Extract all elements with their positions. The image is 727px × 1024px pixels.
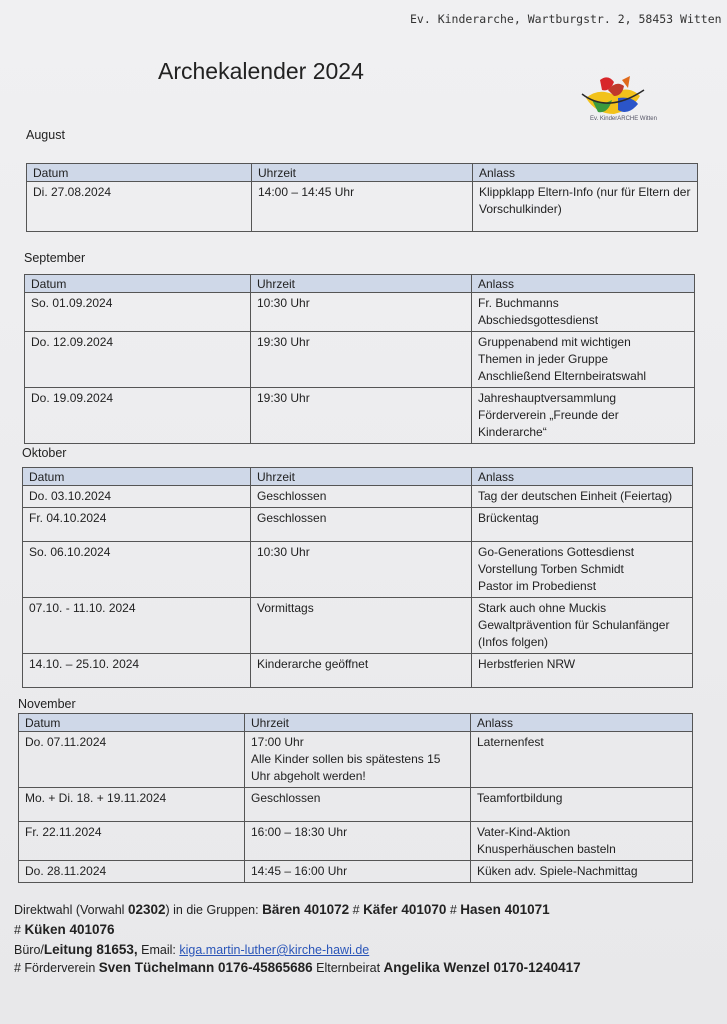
cell-uhrzeit: Geschlossen <box>251 486 472 508</box>
column-header-anlass: Anlass <box>473 164 698 182</box>
column-header-anlass: Anlass <box>472 468 693 486</box>
logo-caption: Ev. KinderARCHE Witten <box>590 116 657 122</box>
cell-uhrzeit: Geschlossen <box>251 508 472 542</box>
month-label: September <box>24 251 86 265</box>
cell-anlass: Vater-Kind-Aktion Knusperhäuschen basteln <box>471 822 693 861</box>
cell-datum: 07.10. - 11.10. 2024 <box>23 598 251 654</box>
cell-uhrzeit: Vormittags <box>251 598 472 654</box>
table-row <box>25 388 695 444</box>
column-header-datum: Datum <box>19 714 245 732</box>
cell-datum: Do. 07.11.2024 <box>19 732 245 788</box>
cell-uhrzeit: 14:00 – 14:45 Uhr <box>252 182 473 232</box>
cell-uhrzeit: Kinderarche geöffnet <box>251 654 472 688</box>
table-row <box>25 293 695 332</box>
cell-anlass: Teamfortbildung <box>471 788 693 822</box>
cell-datum: So. 06.10.2024 <box>23 542 251 598</box>
calendar-table <box>24 274 695 444</box>
cell-uhrzeit: 16:00 – 18:30 Uhr <box>245 822 471 861</box>
cell-anlass: Herbstferien NRW <box>472 654 693 688</box>
footer-separator: # <box>349 903 364 917</box>
footer-line-1 <box>14 900 714 920</box>
cell-uhrzeit: 14:45 – 16:00 Uhr <box>245 861 471 883</box>
office-phone: Leitung 81653, <box>43 942 138 957</box>
cell-anlass: Jahreshauptversammlung Förderverein „Freunde der Kinderarche“ <box>472 388 695 444</box>
footer-line-4 <box>14 958 714 978</box>
email-link[interactable]: kiga.martin-luther@kirche-hawi.de <box>179 943 370 957</box>
group-kueken-phone: Küken 401076 <box>24 922 115 937</box>
cell-datum: Do. 28.11.2024 <box>19 861 245 883</box>
footer-text: Email: <box>137 943 180 957</box>
cell-datum: Do. 03.10.2024 <box>23 486 251 508</box>
table-row <box>23 654 693 688</box>
cell-datum: Fr. 04.10.2024 <box>23 508 251 542</box>
table-row <box>23 542 693 598</box>
table-header-row <box>23 468 693 486</box>
cell-datum: Fr. 22.11.2024 <box>19 822 245 861</box>
cell-datum: So. 01.09.2024 <box>25 293 251 332</box>
cell-uhrzeit: 10:30 Uhr <box>251 542 472 598</box>
footer-line-3 <box>14 940 714 960</box>
month-label: November <box>18 697 76 711</box>
column-header-anlass: Anlass <box>472 275 695 293</box>
footer-line-2 <box>14 920 714 940</box>
cell-anlass: Küken adv. Spiele-Nachmittag <box>471 861 693 883</box>
cell-datum: Do. 12.09.2024 <box>25 332 251 388</box>
table-row <box>27 182 698 232</box>
cell-datum: Do. 19.09.2024 <box>25 388 251 444</box>
cell-anlass: Tag der deutschen Einheit (Feiertag) <box>472 486 693 508</box>
footer-text: Elternbeirat <box>312 961 384 975</box>
cell-anlass: Klippklapp Eltern-Info (nur für Eltern der Vorschulkinder) <box>473 182 698 232</box>
table-header-row <box>27 164 698 182</box>
table-header-row <box>25 275 695 293</box>
column-header-uhrzeit: Uhrzeit <box>252 164 473 182</box>
cell-uhrzeit: Geschlossen <box>245 788 471 822</box>
cell-datum: 14.10. – 25.10. 2024 <box>23 654 251 688</box>
cell-uhrzeit: 19:30 Uhr <box>251 388 472 444</box>
footer-text: ) in die Gruppen: <box>165 903 263 917</box>
cell-anlass: Laternenfest <box>471 732 693 788</box>
table-row <box>19 861 693 883</box>
calendar-table <box>26 163 698 232</box>
footer-separator: # <box>446 903 461 917</box>
cell-anlass: Gruppenabend mit wichtigen Themen in jeder Gruppe Anschließend Elternbeiratswahl <box>472 332 695 388</box>
table-row <box>19 732 693 788</box>
footer-text: Büro/ <box>14 943 44 957</box>
cell-uhrzeit: 19:30 Uhr <box>251 332 472 388</box>
calendar-table <box>22 467 693 688</box>
column-header-anlass: Anlass <box>471 714 693 732</box>
table-row <box>19 788 693 822</box>
group-kaefer-phone: Käfer 401070 <box>363 902 447 917</box>
column-header-uhrzeit: Uhrzeit <box>251 468 472 486</box>
cell-datum: Di. 27.08.2024 <box>27 182 252 232</box>
footer-separator: # <box>14 923 25 937</box>
page-title: Archekalender 2024 <box>158 58 364 84</box>
elternbeirat-contact: Angelika Wenzel 0170-1240417 <box>383 960 581 975</box>
month-label: Oktober <box>22 446 67 460</box>
cell-uhrzeit: 10:30 Uhr <box>251 293 472 332</box>
cell-anlass: Brückentag <box>472 508 693 542</box>
table-header-row <box>19 714 693 732</box>
month-label: August <box>26 128 65 142</box>
footer-text: Direktwahl (Vorwahl <box>14 903 128 917</box>
column-header-datum: Datum <box>25 275 251 293</box>
cell-uhrzeit: 17:00 Uhr Alle Kinder sollen bis spätestens 15 Uhr abgeholt werden! <box>245 732 471 788</box>
table-row <box>25 332 695 388</box>
table-row <box>23 486 693 508</box>
cell-anlass: Stark auch ohne Muckis Gewaltprävention für Schulanfänger (Infos folgen) <box>472 598 693 654</box>
calendar-table <box>18 713 693 883</box>
table-row <box>23 598 693 654</box>
cell-anlass: Fr. Buchmanns Abschiedsgottesdienst <box>472 293 695 332</box>
cell-anlass: Go-Generations Gottesdienst Vorstellung Torben Schmidt Pastor im Probedienst <box>472 542 693 598</box>
foerderverein-contact: Sven Tüchelmann 0176-45865686 <box>98 960 313 975</box>
table-row <box>19 822 693 861</box>
sender-address: Ev. Kinderarche, Wartburgstr. 2, 58453 Witten <box>410 12 722 26</box>
column-header-datum: Datum <box>27 164 252 182</box>
group-hasen-phone: Hasen 401071 <box>460 902 550 917</box>
cell-datum: Mo. + Di. 18. + 19.11.2024 <box>19 788 245 822</box>
table-row <box>23 508 693 542</box>
area-code: 02302 <box>127 902 166 917</box>
column-header-uhrzeit: Uhrzeit <box>245 714 471 732</box>
column-header-uhrzeit: Uhrzeit <box>251 275 472 293</box>
group-baeren-phone: Bären 401072 <box>262 902 350 917</box>
column-header-datum: Datum <box>23 468 251 486</box>
footer-text: # Förderverein <box>14 961 99 975</box>
